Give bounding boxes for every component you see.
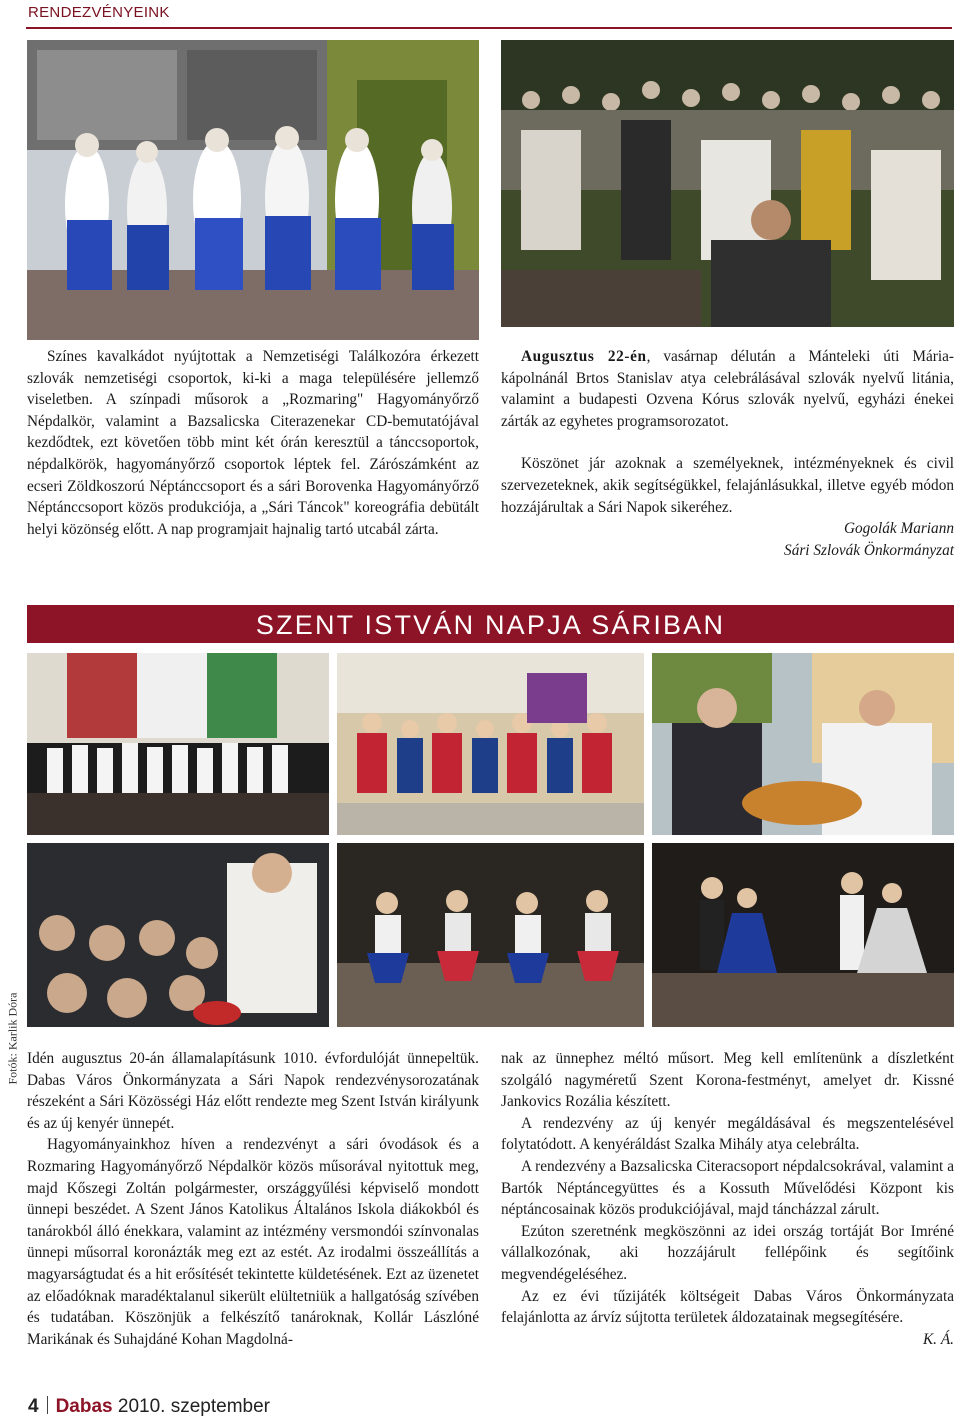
bottom-right-paragraph-2: A rendezvény az új kenyér megáldásával és megszentelésével folytatódott. A kenyéráldást Szalka Mihály atya celebrálta. <box>501 1114 954 1154</box>
top-right-paragraph-1 <box>501 346 954 432</box>
bottom-right-paragraph-3: A rendezvény a Bazsalicska Citeracsoport népdalcsokrával, valamint a Bartók Néptáncegyüttes és a Kossuth Művelődési Központ kis néptáncosainak közös produkciójával, majd táncházzal zárult. <box>501 1157 954 1219</box>
footer-date: 2010. szeptember <box>117 1396 270 1417</box>
photo-street-dance <box>501 40 954 327</box>
photo-children-costume <box>337 653 644 835</box>
top-right-article <box>501 346 954 561</box>
photo-choir <box>27 653 329 835</box>
photo-couples-dancing <box>652 843 954 1027</box>
bottom-signature: K. Á. <box>922 1330 954 1348</box>
photo-folk-dancers <box>337 843 644 1027</box>
bottom-right-paragraph-5: Az ez évi tűzijáték költségeit Dabas Város Önkormányzata felajánlotta az árvíz sújtotta területek áldozatainak megsegítésére. <box>501 1287 954 1327</box>
top-left-article <box>27 346 479 540</box>
bottom-right-paragraph-4: Ezúton szeretnénk megköszönni az idei ország tortáját Bor Imréné vállalkozónak, aki hozzájárult fellépőink és segítőink megvendégeléséhez. <box>501 1222 954 1283</box>
page-footer <box>28 1396 270 1418</box>
author-name: Gogolák Mariann <box>843 520 954 538</box>
bottom-left-paragraph-2: Hagyományainkhoz híven a rendezvényt a sári óvodások és a Rozmaring Hagyományőrző Népdalkör közös műsorával nyitottuk meg, majd Kőszegi Zoltán polgármester, országgyűlési képviselő mondott ünnepi beszédet. A Szent János Katolikus Általános Iskola diákokból és tanárokból álló énekkara, valamint az intézmény versmondói színvonalas ünnepi műsorral koronázták meg ezt az estét. Az irodalmi összeállítás a magyarságtudat és a hit erősítését tekintette küldetésének. Ezt az üzenetet az előadóknak maradéktalanul sikerült elültetniük a hallgatóság szívében és tudatában. Köszönjük a felkészítő tanároknak, Kollár Lászlóné Marikának és Suhajdáné Kohan Magdolná- <box>27 1136 479 1348</box>
bottom-right-article <box>501 1048 954 1350</box>
top-right-p1-text: , vasárnap délután a Mánteleki úti Mária-kápolnánál Brtos Stanislav atya celebrálásával szlovák nyelvű litánia, valamint a budapesti Ozvena Kórus szlovák nyelvű, egyházi énekei zárták az egyhetes programsorozatot. <box>501 348 954 430</box>
photo-audience <box>27 843 329 1027</box>
photo-bread-blessing <box>652 653 954 835</box>
bottom-left-paragraph-1: Idén augusztus 20-án államalapításunk 1010. évfordulóját ünnepeltük. Dabas Város Önkormányzata a Sári Napok rendezvénysorozatának részeként a Sári Közösségi Ház előtt rendezte meg Szent István királyunk és az új kenyér ünnepét. <box>27 1050 479 1132</box>
photo-credit: Fotók: Karlik Dóra <box>5 992 20 1085</box>
footer-divider <box>47 1396 48 1414</box>
photo-stage-singers <box>27 40 479 340</box>
top-right-paragraph-2: Köszönet jár azoknak a személyeknek, intézményeknek és civil szervezeteknek, akik segítségükkel, felajánlásukkal, illetve egyéb módon hozzájárultak a Sári Napok sikeréhez. <box>501 455 954 516</box>
bottom-left-article <box>27 1048 479 1350</box>
author-org: Sári Szlovák Önkormányzat <box>784 541 954 559</box>
section-banner: SZENT ISTVÁN NAPJA SÁRIBAN <box>27 605 954 643</box>
date-lead: Augusztus 22-én <box>521 348 647 365</box>
header-rule <box>26 27 952 29</box>
section-label: RENDEZVÉNYEINK <box>28 4 170 21</box>
top-left-paragraph: Színes kavalkádot nyújtottak a Nemzetiségi Találkozóra érkezett szlovák nemzetiségi csoportok, ki-ki a maga településére jellemző viseletben. A színpadi műsorok a „Rozmaring" Hagyományőrző Népdalkör, valamint a Bazsalicska Citerazenekar CD-bemutatójával kezdődtek, ezt követően több mint két órán keresztül a tánccsoportok, népdalkörök, hagyományőrző csoportok léptek fel. Zárószámként az ecseri Zöldkoszorú Néptánccsoport és a sári Borovenka Hagyományőrző Néptánccsoport közös produkciója, a „Sári Táncok" koreográfia debütált helyi közönség előtt. A nap programjait hajnalig tartó utcabál zárta. <box>27 348 479 538</box>
page-number: 4 <box>28 1396 39 1417</box>
bottom-right-paragraph-1: nak az ünnephez méltó műsort. Meg kell említenünk a díszletként szolgáló nagyméretű Szent Korona-festményt, amelyet dr. Kissné Jankovics Rozália készített. <box>501 1050 954 1111</box>
footer-brand: Dabas <box>55 1396 113 1417</box>
